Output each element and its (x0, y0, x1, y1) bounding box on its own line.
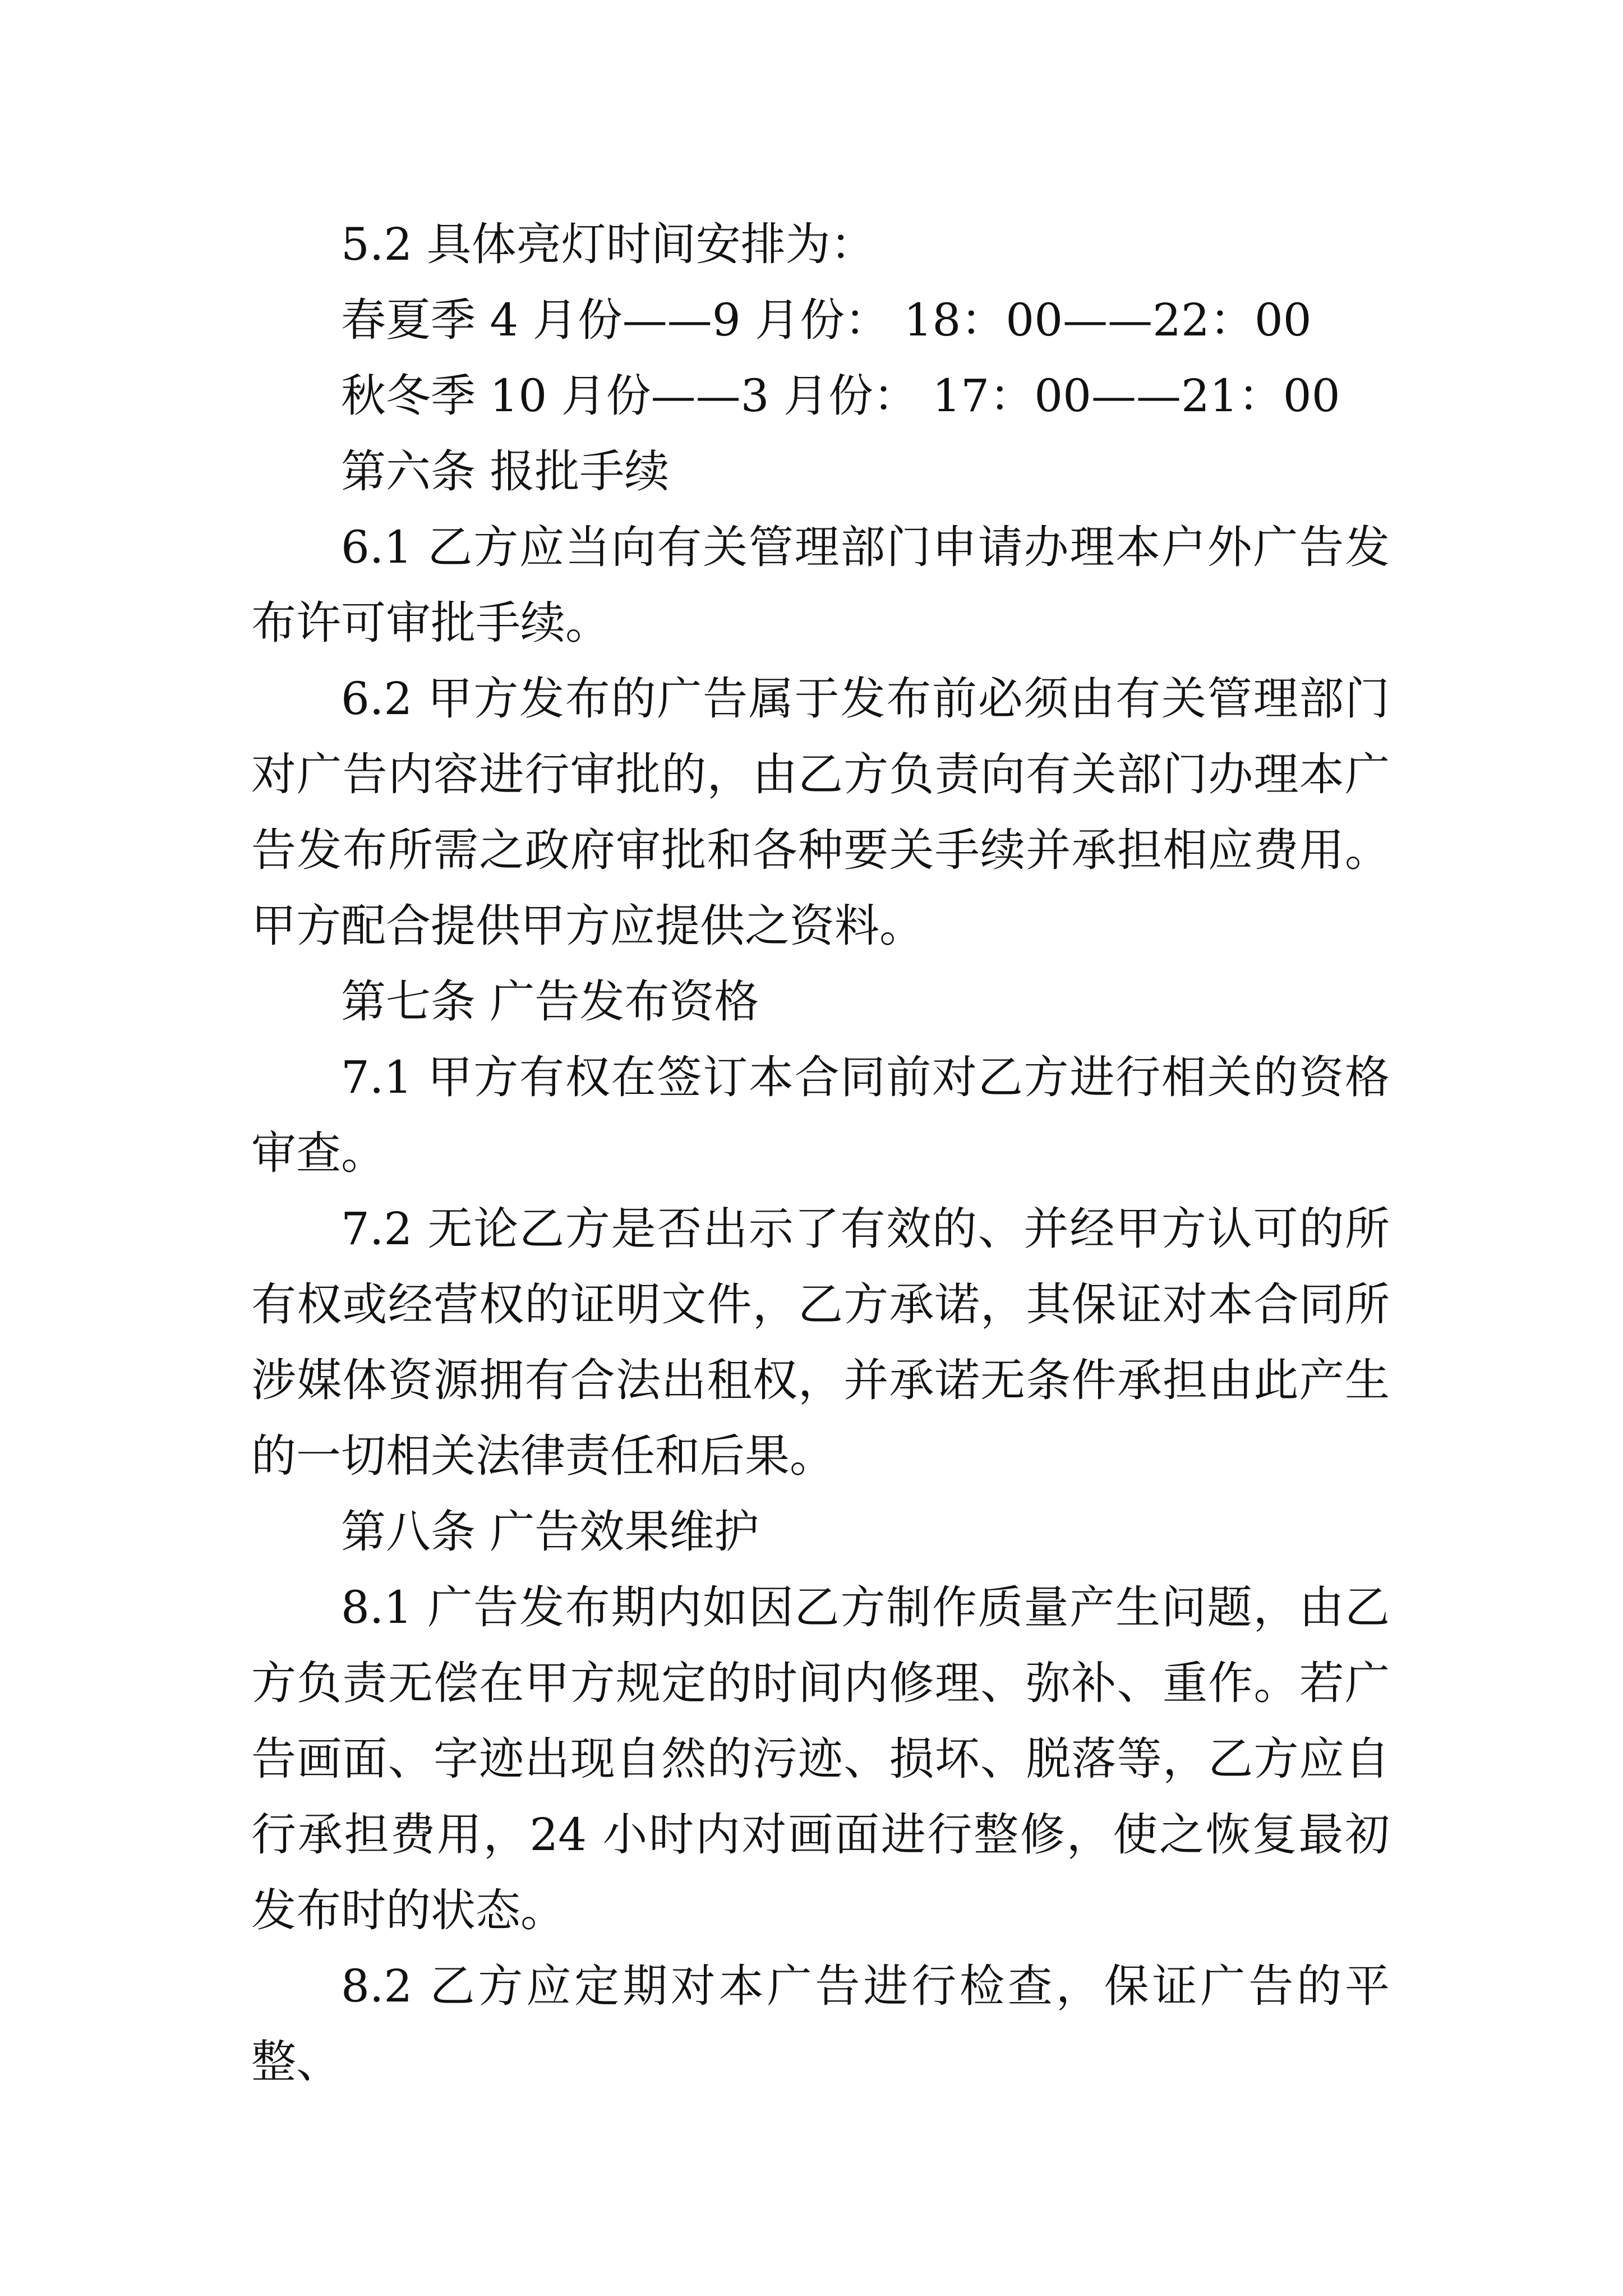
article-8-heading: 第八条 广告效果维护 (341, 1506, 759, 1558)
clause-7-1: 7.1 甲方有权在签订本合同前对乙方进行相关的资格审查。 (251, 1051, 1390, 1179)
clause-6-1: 6.1 乙方应当向有关管理部门申请办理本户外广告发布许可审批手续。 (251, 521, 1390, 649)
spring-summer-lighting-hours: 春夏季 4 月份——9 月份： 18：00——22：00 (341, 294, 1312, 346)
clause-5-2-lighting-schedule: 5.2 具体亮灯时间安排为： (341, 218, 875, 270)
clause-7-2: 7.2 无论乙方是否出示了有效的、并经甲方认可的所有权或经营权的证明文件，乙方承诺，其保证对本合同所涉媒体资源拥有合法出租权，并承诺无条件承担由此产生的一切相关法律责任和后果。 (251, 1203, 1390, 1482)
clause-8-2: 8.2 乙方应定期对本广告进行检查，保证广告的平整、 (251, 1960, 1390, 2088)
document-body (251, 206, 1390, 2100)
article-6-heading: 第六条 报批手续 (341, 445, 670, 498)
autumn-winter-lighting-hours: 秋冬季 10 月份——3 月份： 17：00——21：00 (341, 370, 1340, 422)
article-7-heading: 第七条 广告发布资格 (341, 976, 759, 1028)
clause-6-2: 6.2 甲方发布的广告属于发布前必须由有关管理部门对广告内容进行审批的，由乙方负责向有关部门办理本广告发布所需之政府审批和各种要关手续并承担相应费用。甲方配合提供甲方应提供之资料。 (251, 673, 1390, 952)
clause-8-1: 8.1 广告发布期内如因乙方制作质量产生问题，由乙方负责无偿在甲方规定的时间内修理、弥补、重作。若广告画面、字迹出现自然的污迹、损坏、脱落等，乙方应自行承担费用，24 小时内对画面进行整修，使之恢复最初发布时的状态。 (251, 1581, 1390, 1936)
